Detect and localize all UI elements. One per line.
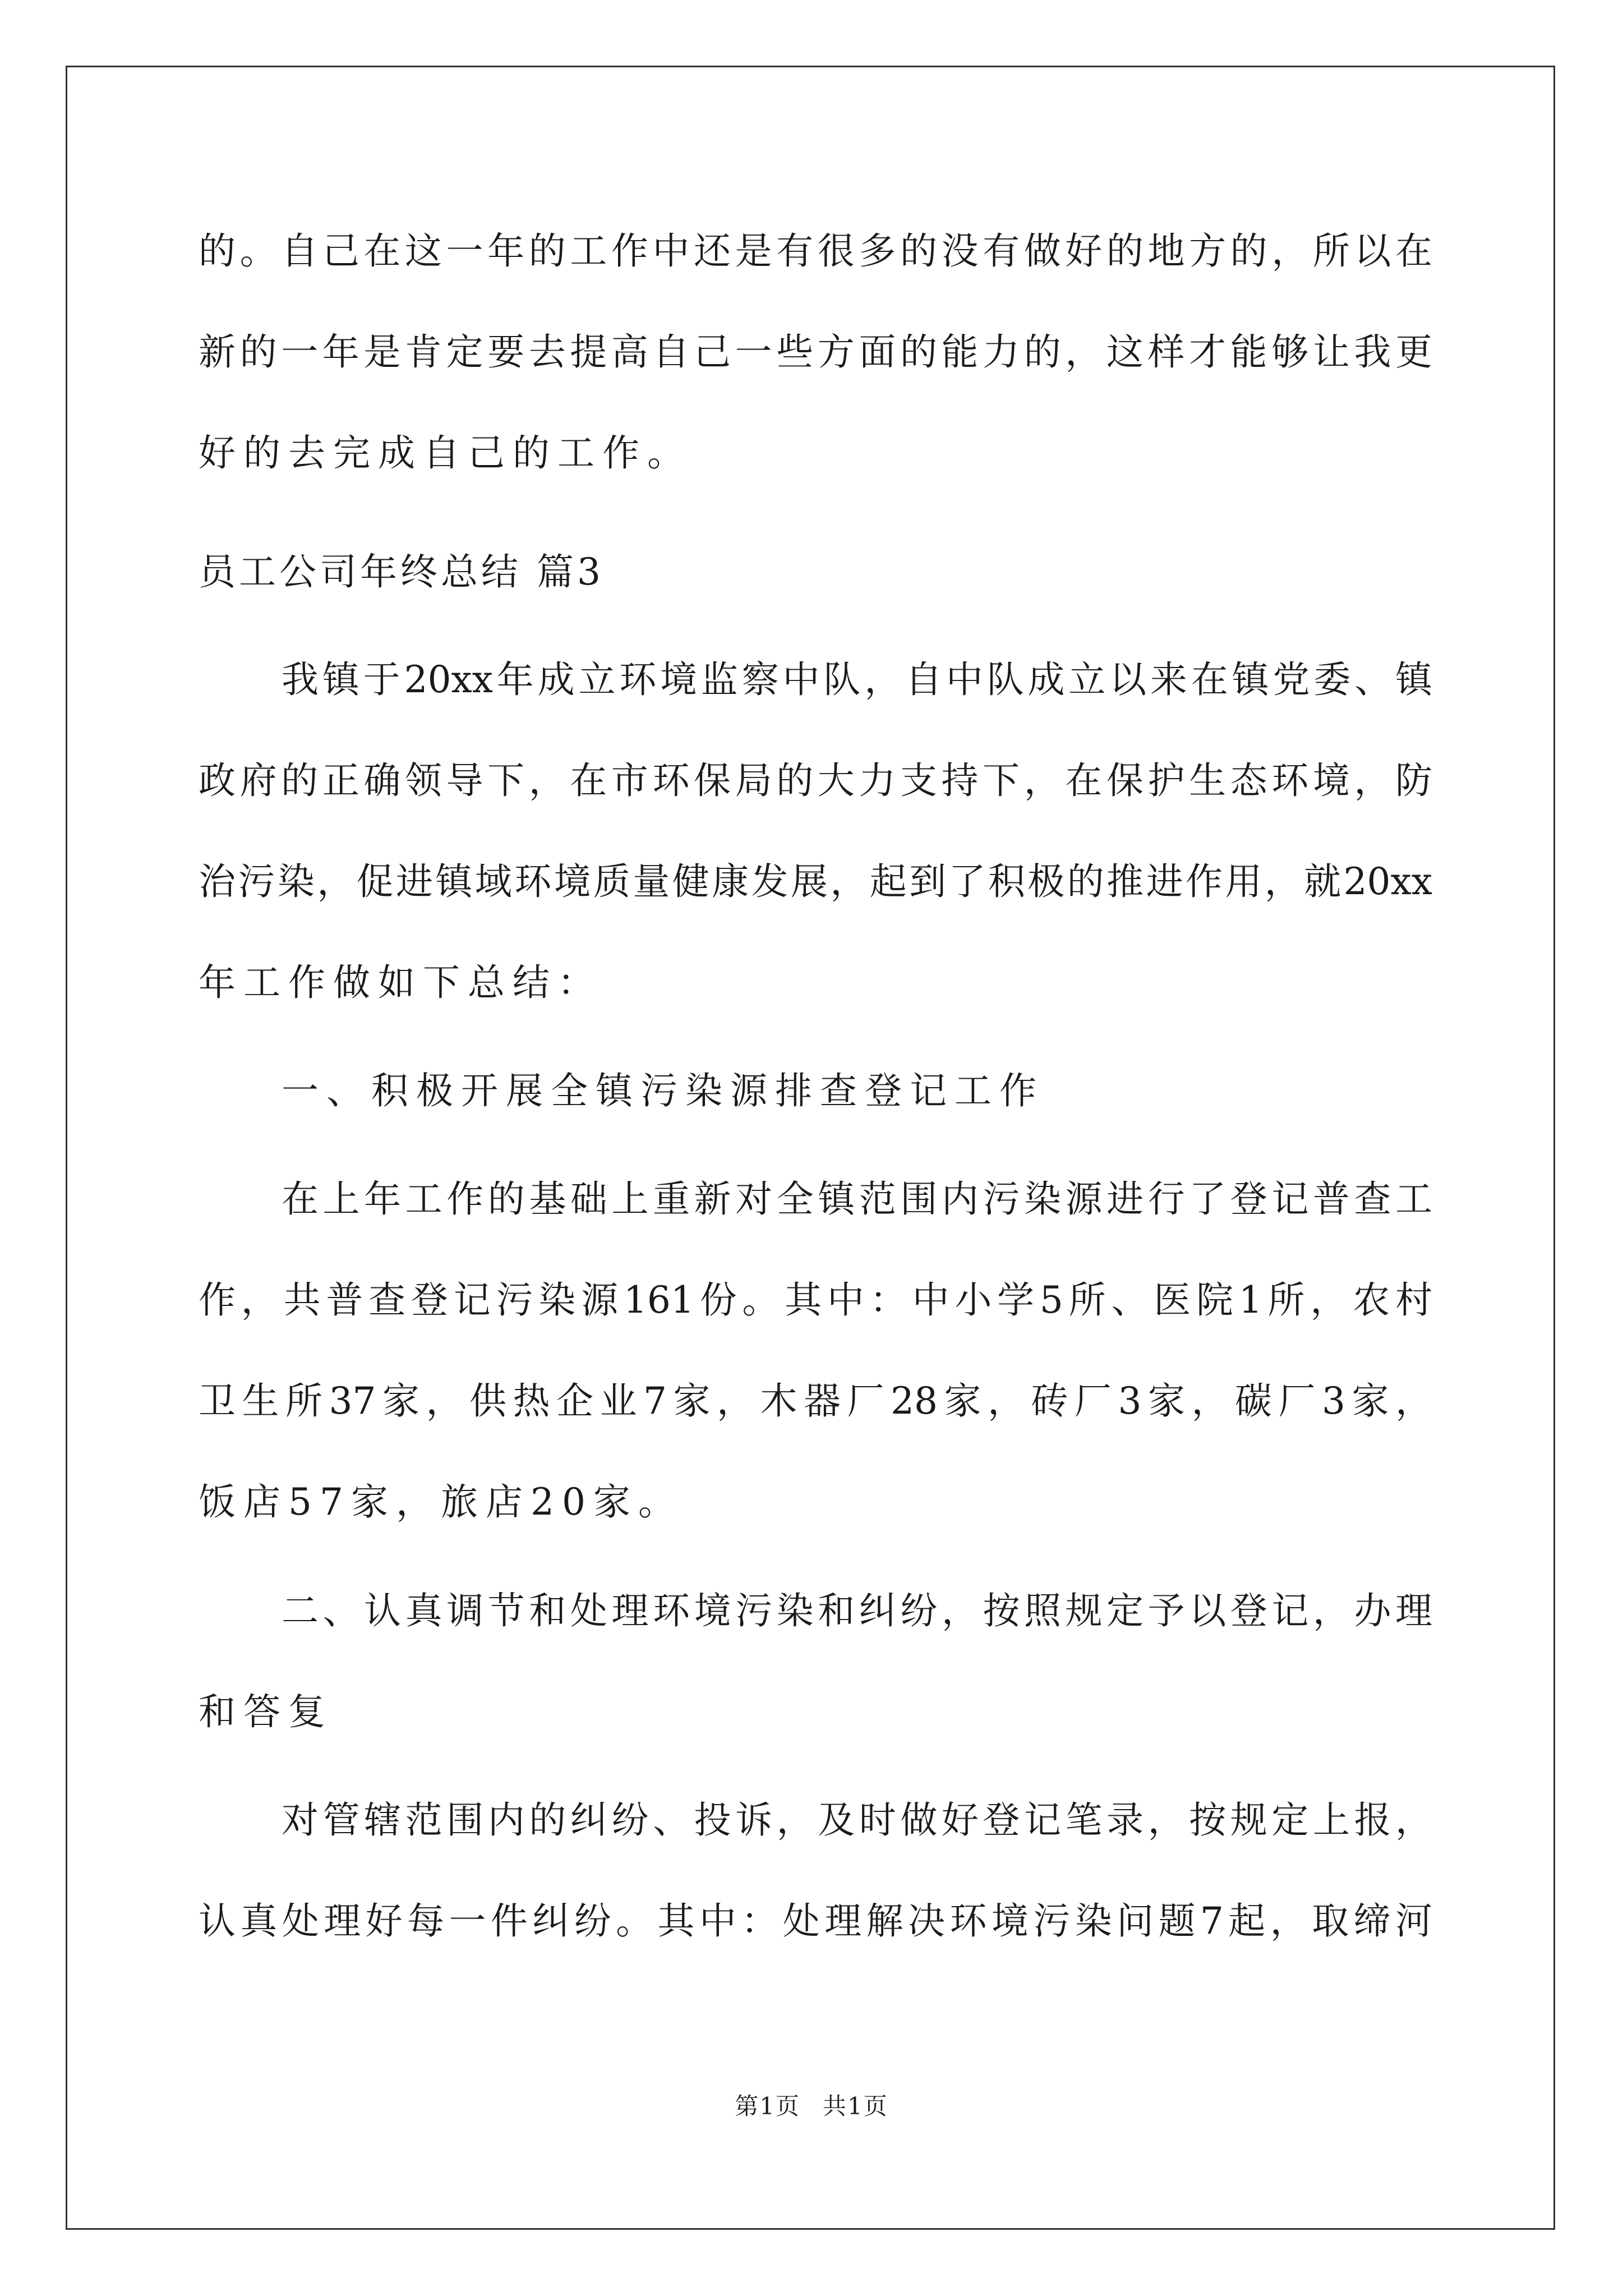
text-line: 作，共普查登记污染源161份。其中：中小学5所、医院1所，农村 (199, 1278, 1432, 1322)
text-line: 的。自己在这一年的工作中还是有很多的没有做好的地方的，所以在 (199, 229, 1432, 273)
text-line: 卫生所37家，供热企业7家，木器厂28家，砖厂3家，碳厂3家， (199, 1379, 1432, 1423)
text-line: 治污染，促进镇域环境质量健康发展，起到了积极的推进作用，就20xx (199, 860, 1432, 903)
text-line: 和答复 (199, 1690, 333, 1733)
page-total: 共1页 (823, 2092, 888, 2120)
page-footer (0, 2092, 1623, 2120)
text-line: 认真处理好每一件纠纷。其中：处理解决环境污染问题7起，取缔河 (199, 1899, 1432, 1943)
text-line: 好的去完成自己的工作。 (199, 431, 692, 475)
text-line: 我镇于20xx年成立环境监察中队，自中队成立以来在镇党委、镇 (282, 658, 1432, 701)
text-line: 对管辖范围内的纠纷、投诉，及时做好登记笔录，按规定上报， (282, 1798, 1432, 1842)
subheading: 二、认真调节和处理环境污染和纠纷，按照规定予以登记，办理 (282, 1589, 1432, 1632)
subheading: 一、积极开展全镇污染源排查登记工作 (282, 1069, 1044, 1112)
text-line: 年工作做如下总结： (199, 961, 602, 1004)
text-line: 新的一年是肯定要去提高自己一些方面的能力的，这样才能够让我更 (199, 330, 1432, 374)
section-heading: 员工公司年终总结 篇3 (199, 550, 604, 593)
text-line: 政府的正确领导下，在市环保局的大力支持下，在保护生态环境，防 (199, 759, 1432, 802)
page-number: 第1页 (735, 2092, 800, 2120)
text-line: 饭店57家，旅店20家。 (199, 1480, 683, 1524)
text-line: 在上年工作的基础上重新对全镇范围内污染源进行了登记普查工 (282, 1177, 1432, 1221)
